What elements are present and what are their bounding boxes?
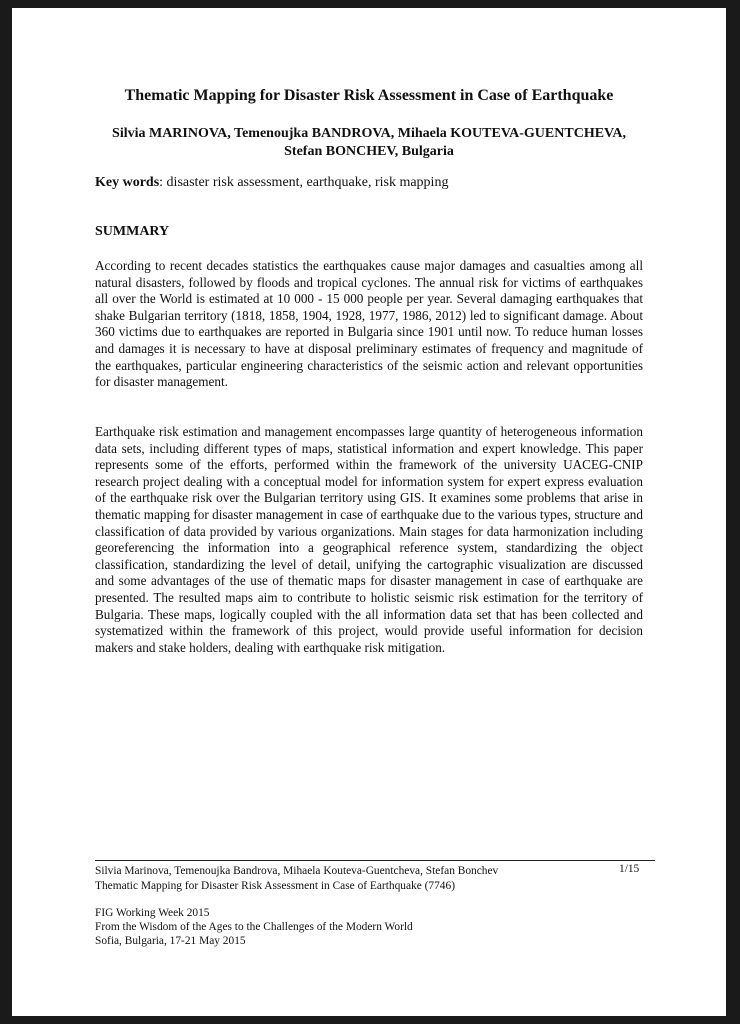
footer-divider [95, 860, 655, 861]
footer-paper-title: Thematic Mapping for Disaster Risk Assessment in Case of Earthquake (7746) [95, 880, 455, 892]
keywords [95, 175, 448, 191]
summary-paragraph-1: According to recent decades statistics the earthquakes cause major damages and casualties among all natural disasters, followed by floods and tropical cyclones. The annual risk for victims of earthquakes all over the World is estimated at 10 000 - 15 000 people per year. Several damaging earthquakes that shake Bulgarian territory (1818, 1858, 1904, 1928, 1977, 1986, 2012) led to significant damage. About 360 victims due to earthquakes are reported in Bulgaria since 1901 until now. To reduce human losses and damages it is necessary to have at disposal preliminary estimates of frequency and magnitude of the earthquakes, particular engineering characteristics of the seismic action and relevant opportunities for disaster management. [95, 258, 643, 390]
document-page [12, 8, 726, 1016]
footer-event-subtitle: From the Wisdom of the Ages to the Challenges of the Modern World [95, 921, 413, 933]
footer-event: FIG Working Week 2015 [95, 907, 210, 919]
author-line-2: Stefan BONCHEV, Bulgaria [284, 144, 454, 159]
footer-authors: Silvia Marinova, Temenoujka Bandrova, Mihaela Kouteva-Guentcheva, Stefan Bonchev [95, 865, 499, 877]
footer-venue: Sofia, Bulgaria, 17-21 May 2015 [95, 935, 246, 947]
paper-title: Thematic Mapping for Disaster Risk Assessment in Case of Earthquake [124, 87, 614, 104]
keywords-label: Key words [95, 175, 160, 190]
page-number: 1/15 [619, 863, 640, 875]
summary-paragraph-2: Earthquake risk estimation and management encompasses large quantity of heterogeneous information data sets, including different types of maps, statistical information and expert knowledge. This paper represents some of the efforts, performed within the framework of the university UACEG-CNIP research project dealing with a conceptual model for information system for expert express evaluation of the earthquake risk over the Bulgarian territory using GIS. It examines some problems that arise in thematic mapping for disaster management in case of earthquake due to the various types, structure and classification of data provided by various organizations. Main stages for data harmonization including georeferencing the information into a geographical reference system, standardizing the object classification, standardizing the level of detail, unifying the cartographic visualization are discussed and some advantages of the use of thematic maps for disaster management in case of earthquake are presented. The resulted maps aim to contribute to holistic seismic risk estimation for the territory of Bulgaria. These maps, logically coupled with the all information data set that has been collected and systematized within the framework of this project, would provide useful information for decision makers and stake holders, dealing with earthquake risk mitigation. [95, 424, 643, 655]
author-line-1: Silvia MARINOVA, Temenoujka BANDROVA, Mihaela KOUTEVA-GUENTCHEVA, [112, 126, 626, 141]
keywords-text: : disaster risk assessment, earthquake, risk mapping [159, 175, 449, 190]
author-list [82, 125, 656, 161]
summary-heading: SUMMARY [95, 224, 170, 239]
